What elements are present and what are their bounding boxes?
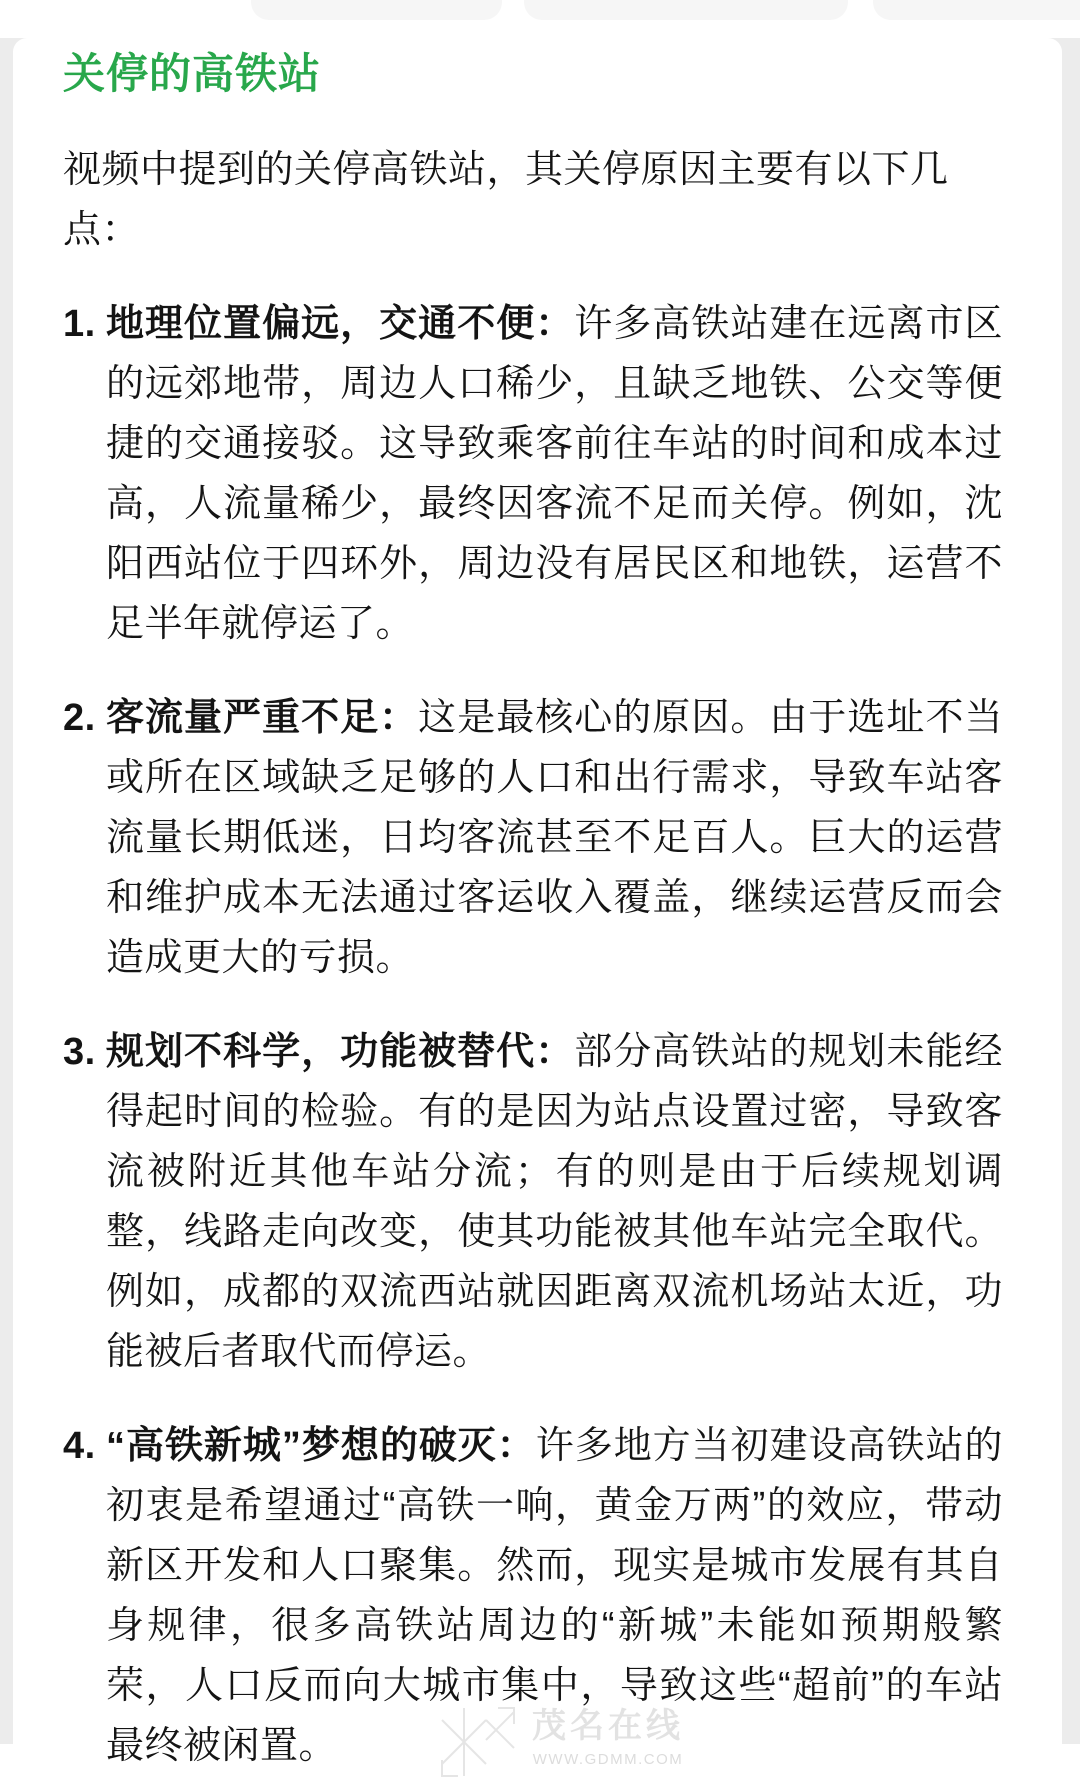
- list-item: [63, 1022, 1003, 1382]
- section-heading: 关停的高铁站: [63, 50, 322, 97]
- suggestion-chip[interactable]: [873, 0, 1080, 20]
- suggestion-chip[interactable]: [251, 0, 502, 20]
- watermark-site-name: 茂名在线: [532, 1707, 684, 1745]
- list-item-body: 许多高铁站建在远离市区的远郊地带，周边人口稀少，且缺乏地铁、公交等便捷的交通接驳。这导致乘客前往车站的时间和成本过高，人流量稀少，最终因客流不足而关停。例如，沈阳西站位于四环外，周边没有居民区和地铁，运营不足半年就停运了。: [106, 303, 1003, 645]
- intro-paragraph: 视频中提到的关停高铁站，其关停原因主要有以下几点：: [63, 149, 949, 251]
- list-item-number: 2.: [63, 697, 96, 739]
- suggestion-chip[interactable]: [524, 0, 848, 20]
- list-item-title: 客流量严重不足：: [106, 697, 419, 739]
- list-item-title: 地理位置偏远，交通不便：: [106, 303, 575, 345]
- list-item-body: 许多地方当初建设高铁站的初衷是希望通过“高铁一响，黄金万两”的效应，带动新区开发和人口聚集。然而，现实是城市发展有其自身规律，很多高铁站周边的“新城”未能如预期般繁荣，人口反而向大城市集中，导致这些“超前”的车站最终被闲置。: [106, 1425, 1003, 1767]
- list-item-title: 规划不科学，功能被替代：: [106, 1031, 575, 1073]
- list-item-number: 4.: [63, 1425, 96, 1467]
- reason-list: [63, 294, 1003, 1776]
- list-item: [63, 294, 1003, 654]
- suggestion-chip-row: [0, 0, 1080, 38]
- list-item: [63, 1416, 1003, 1776]
- list-item: [63, 688, 1003, 988]
- list-item-number: 1.: [63, 303, 96, 345]
- page-background: [0, 38, 1080, 1768]
- list-item-body: 这是最核心的原因。由于选址不当或所在区域缺乏足够的人口和出行需求，导致车站客流量长期低迷，日均客流甚至不足百人。巨大的运营和维护成本无法通过客运收入覆盖，继续运营反而会造成更大的亏损。: [106, 697, 1003, 979]
- watermark-url: WWW.GDMM.COM: [532, 1751, 684, 1768]
- list-item-body: 部分高铁站的规划未能经得起时间的检验。有的是因为站点设置过密，导致客流被附近其他车站分流；有的则是由于后续规划调整，线路走向改变，使其功能被其他车站完全取代。例如，成都的双流西站就因距离双流机场站太近，功能被后者取代而停运。: [106, 1031, 1003, 1373]
- list-item-number: 3.: [63, 1031, 96, 1073]
- list-item-title: “高铁新城”梦想的破灭：: [106, 1425, 536, 1467]
